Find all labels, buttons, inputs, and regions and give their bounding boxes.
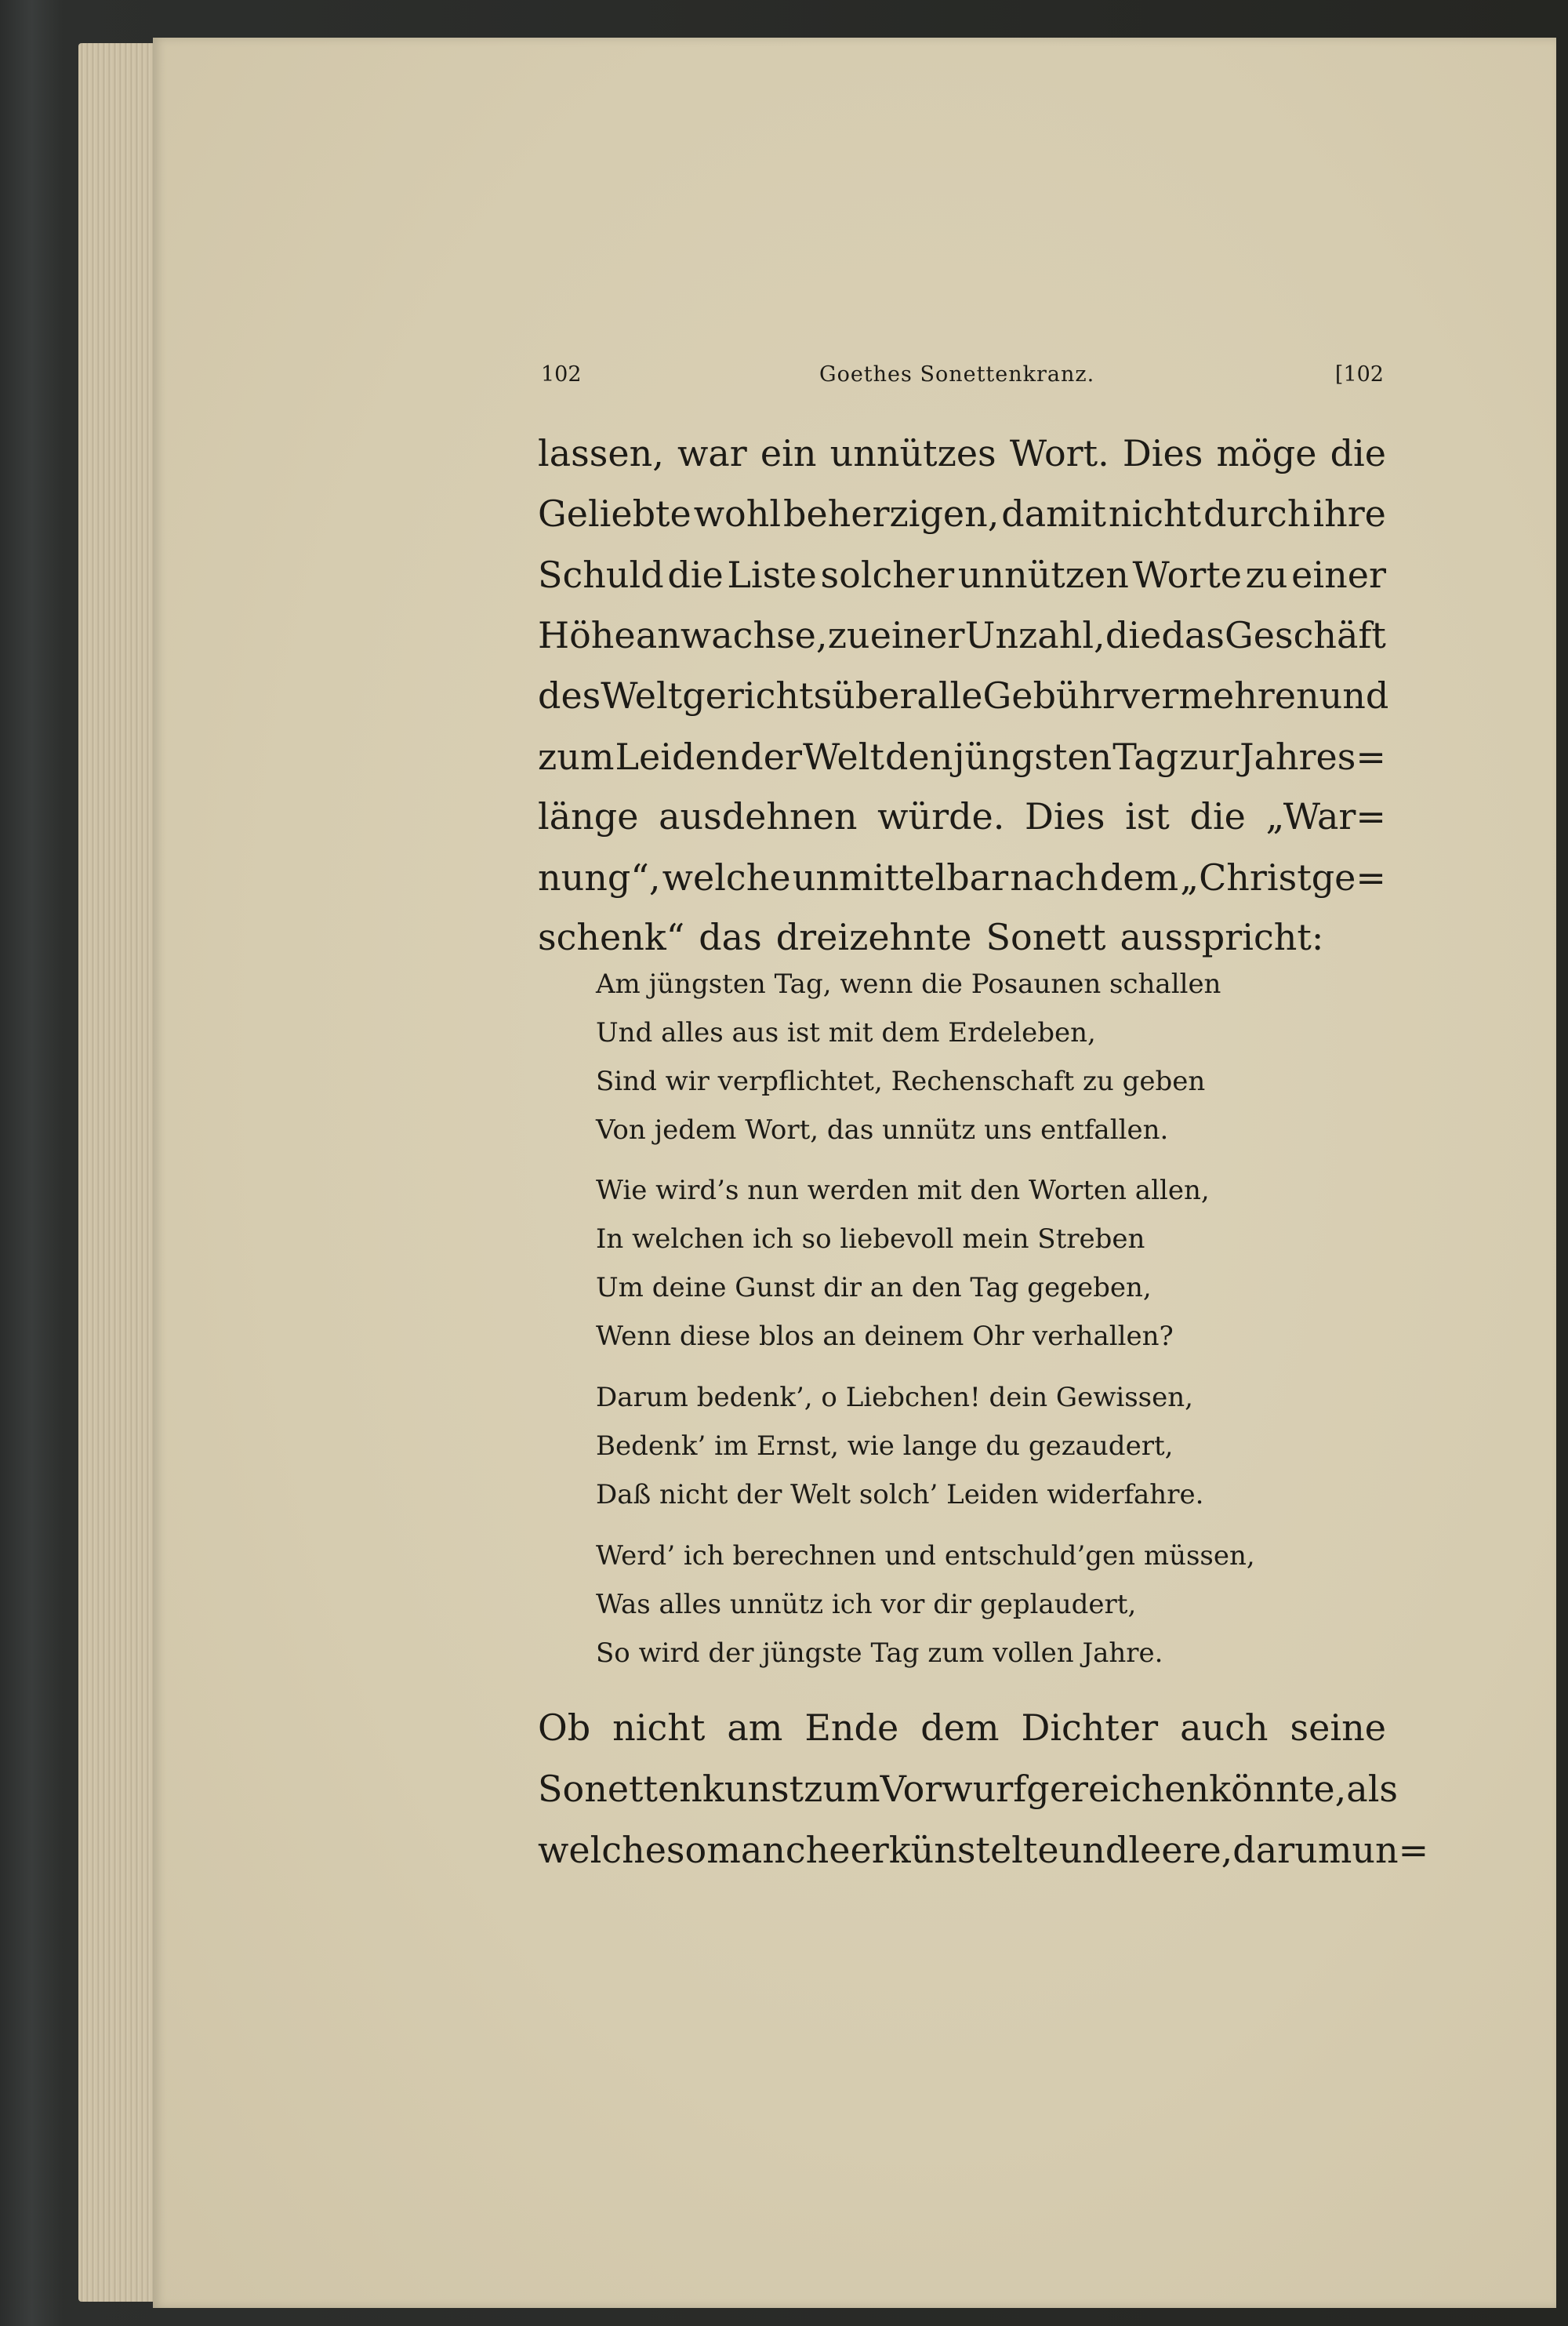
prose-line: lassen, war ein unnützes Wort. Dies möge die (538, 432, 1386, 474)
verse-line: Was alles unnütz ich vor dir geplaudert, (596, 1589, 1137, 1620)
verse-line: Und alles aus ist mit dem Erdeleben, (596, 1017, 1096, 1049)
prose-line: nung“, welche unmittelbar nach dem „Christge= (538, 856, 1386, 899)
prose-line: welche so manche erkünstelte und leere, darum un= (538, 1829, 1429, 1871)
page-edges (78, 43, 165, 2302)
page-number-left: 102 (541, 362, 582, 387)
verse-line: Von jedem Wort, das unnütz uns entfallen. (596, 1114, 1169, 1146)
prose-line: Geliebte wohl beherzigen, damit nicht durch ihre (538, 492, 1386, 535)
verse-line: In welchen ich so liebevoll mein Streben (596, 1223, 1145, 1255)
prose-line: Sonettenkunst zum Vorwurf gereichen könnte, als (538, 1768, 1399, 1810)
prose-line: schenk“ das dreizehnte Sonett ausspricht: (538, 916, 1324, 958)
verse-line: Um deine Gunst dir an den Tag gegeben, (596, 1272, 1152, 1303)
verse-line: Sind wir verpflichtet, Rechenschaft zu geben (596, 1066, 1206, 1097)
verse-line: Werd’ ich berechnen und entschuld’gen müssen, (596, 1540, 1255, 1572)
running-header (541, 362, 1384, 394)
verse-line: Bedenk’ im Ernst, wie lange du gezaudert, (596, 1430, 1174, 1462)
prose-line: des Weltgerichts über alle Gebühr vermehren und (538, 674, 1389, 717)
verse-line: Wenn diese blos an deinem Ohr verhallen? (596, 1321, 1174, 1352)
verse-line: So wird der jüngste Tag zum vollen Jahre. (596, 1637, 1163, 1669)
verse-line: Wie wird’s nun werden mit den Worten allen, (596, 1175, 1210, 1206)
verse-line: Daß nicht der Welt solch’ Leiden widerfahre. (596, 1479, 1204, 1510)
prose-line: zum Leiden der Welt den jüngsten Tag zur Jahres= (538, 736, 1386, 778)
verse-line: Am jüngsten Tag, wenn die Posaunen schallen (596, 969, 1221, 1000)
verse-line: Darum bedenk’, o Liebchen! dein Gewissen, (596, 1382, 1193, 1413)
prose-line: länge ausdehnen würde. Dies ist die „War= (538, 795, 1386, 838)
page-number-right: [102 (1334, 362, 1384, 387)
running-title: Goethes Sonettenkranz. (819, 362, 1095, 387)
prose-line: Höhe anwachse, zu einer Unzahl, die das Geschäft (538, 614, 1386, 656)
prose-line: Ob nicht am Ende dem Dichter auch seine (538, 1706, 1386, 1749)
prose-line: Schuld die Liste solcher unnützen Worte zu einer (538, 554, 1386, 596)
